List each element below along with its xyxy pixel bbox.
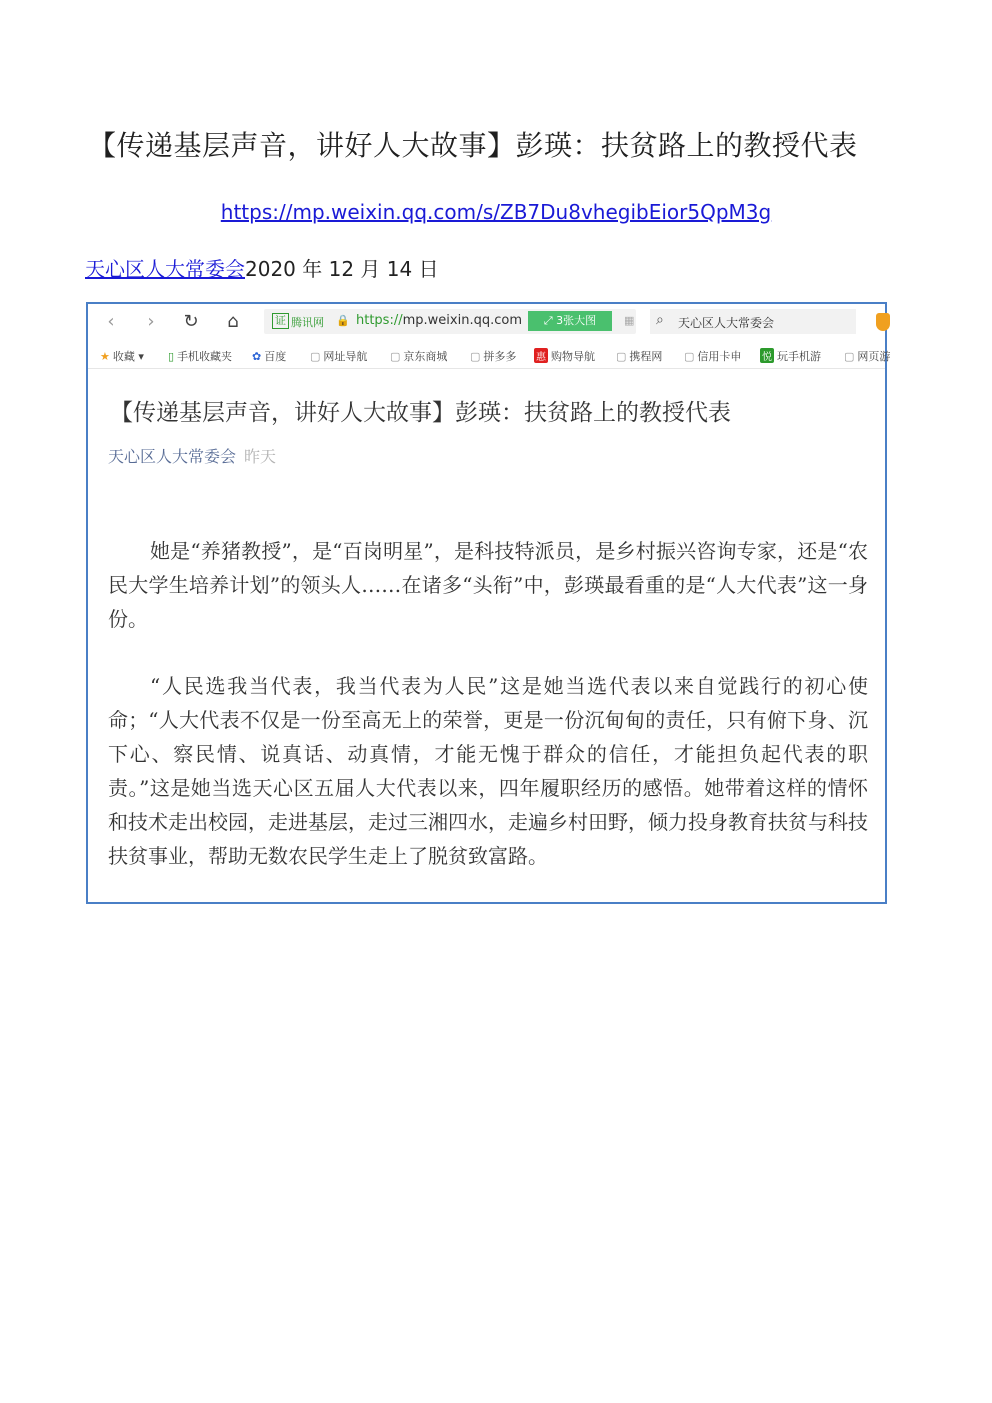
paw-icon: ✿ bbox=[252, 350, 262, 363]
search-input[interactable] bbox=[650, 309, 856, 334]
bookmarks-bar bbox=[88, 340, 891, 369]
bookmark-label: 玩手机游 bbox=[777, 350, 821, 363]
bookmark-nav[interactable] bbox=[310, 348, 367, 364]
bookmark-label: 收藏 ▾ bbox=[112, 350, 144, 363]
search-icon: ⌕ bbox=[656, 312, 664, 328]
reload-icon[interactable]: ↻ bbox=[183, 311, 199, 332]
yue-icon: 悦 bbox=[760, 348, 774, 363]
browser-toolbar bbox=[88, 304, 885, 340]
bookmark-label: 京东商城 bbox=[403, 350, 448, 363]
browser-screenshot bbox=[86, 302, 891, 904]
bookmark-label: 购物导航 bbox=[551, 350, 595, 363]
bookmark-ctrip[interactable] bbox=[616, 348, 662, 364]
page-icon: ▢ bbox=[470, 350, 481, 363]
document-title: 【传递基层声音，讲好人大故事】彭瑛：扶贫路上的教授代表 bbox=[88, 129, 858, 162]
article-paragraph: “人民选我当代表，我当代表为人民”这是她当选代表以来自觉践行的初心使命；“人大代表不仅是一份至高无上的荣誉，更是一份沉甸甸的责任，只有俯下身、沉下心、察民情、说真话、动真情，才能无愧于群众的信任，才能担负起代表的职责。”这是她当选天心区五届人大代表以来，四年履职经历的感悟。她带着这样的情怀和技术走出校园，走进基层，走过三湘四水，走遍乡村田野，倾力投身教育扶贫与科技扶贫事业，帮助无数农民学生走上了脱贫致富路。 bbox=[108, 674, 868, 868]
bookmark-label: 手机收藏夹 bbox=[177, 350, 233, 363]
home-icon[interactable]: ⌂ bbox=[227, 311, 239, 332]
article-meta bbox=[108, 444, 276, 467]
bookmark-label: 百度 bbox=[264, 350, 287, 363]
address-url[interactable] bbox=[356, 313, 522, 328]
image-view-label: 3张大图 bbox=[556, 314, 597, 327]
bookmark-jd[interactable] bbox=[390, 348, 447, 364]
publish-date: 2020 年 12 月 14 日 bbox=[245, 257, 439, 281]
page-icon: ▢ bbox=[684, 350, 695, 363]
author-link[interactable]: 天心区人大常委会 bbox=[85, 257, 245, 281]
bookmark-label: 信用卡申 bbox=[697, 350, 742, 363]
bookmark-baidu[interactable] bbox=[252, 348, 286, 364]
search-query: 天心区人大常委会 bbox=[678, 316, 775, 330]
address-bar[interactable] bbox=[264, 309, 636, 334]
page-icon: ▢ bbox=[616, 350, 627, 363]
phone-icon: ▯ bbox=[168, 350, 175, 363]
qr-code-icon[interactable]: ▦ bbox=[624, 314, 635, 327]
lock-icon: 🔒 bbox=[336, 314, 350, 327]
url-protocol: https:// bbox=[356, 313, 403, 328]
article-paragraph: 她是“养猪教授”，是“百岗明星”，是科技特派员，是乡村振兴咨询专家，还是“农民大学生培养计划”的领头人……在诸多“头衔”中，彭瑛最看重的是“人大代表”这一身份。 bbox=[108, 539, 868, 631]
bookmark-games[interactable] bbox=[760, 348, 821, 364]
forward-icon[interactable]: › bbox=[147, 311, 155, 332]
article-time: 昨天 bbox=[244, 447, 277, 466]
page-icon: ▢ bbox=[844, 350, 855, 363]
document-meta bbox=[85, 253, 439, 282]
page-icon: ▢ bbox=[310, 350, 321, 363]
star-icon: ★ bbox=[100, 350, 110, 363]
expand-icon: ⤢ bbox=[543, 314, 557, 327]
hui-icon: 惠 bbox=[534, 348, 548, 363]
certificate-name: 腾讯网 bbox=[291, 316, 324, 329]
bookmark-label: 携程网 bbox=[629, 350, 663, 363]
article-title: 【传递基层声音，讲好人大故事】彭瑛：扶贫路上的教授代表 bbox=[110, 400, 731, 426]
bookmark-webgames[interactable] bbox=[844, 348, 890, 364]
bookmark-credit[interactable] bbox=[684, 348, 741, 364]
article-link[interactable]: https://mp.weixin.qq.com/s/ZB7Du8vhegibEior5QpM3g bbox=[220, 200, 772, 224]
bookmark-mobile[interactable] bbox=[168, 348, 232, 364]
shield-icon[interactable] bbox=[876, 313, 890, 331]
bookmark-favorites[interactable] bbox=[100, 348, 144, 364]
bookmark-pdd[interactable] bbox=[470, 348, 516, 364]
certificate-badge[interactable]: 证 bbox=[272, 313, 289, 329]
bookmark-shopping[interactable] bbox=[534, 348, 595, 364]
bookmark-label: 拼多多 bbox=[483, 350, 517, 363]
image-view-button[interactable] bbox=[528, 311, 612, 331]
article-source-link[interactable]: 天心区人大常委会 bbox=[108, 447, 237, 466]
bookmark-label: 网页游 bbox=[857, 350, 891, 363]
bookmark-label: 网址导航 bbox=[323, 350, 368, 363]
back-icon[interactable]: ‹ bbox=[107, 311, 115, 332]
url-host: mp.weixin.qq.com bbox=[402, 313, 522, 328]
page-icon: ▢ bbox=[390, 350, 401, 363]
